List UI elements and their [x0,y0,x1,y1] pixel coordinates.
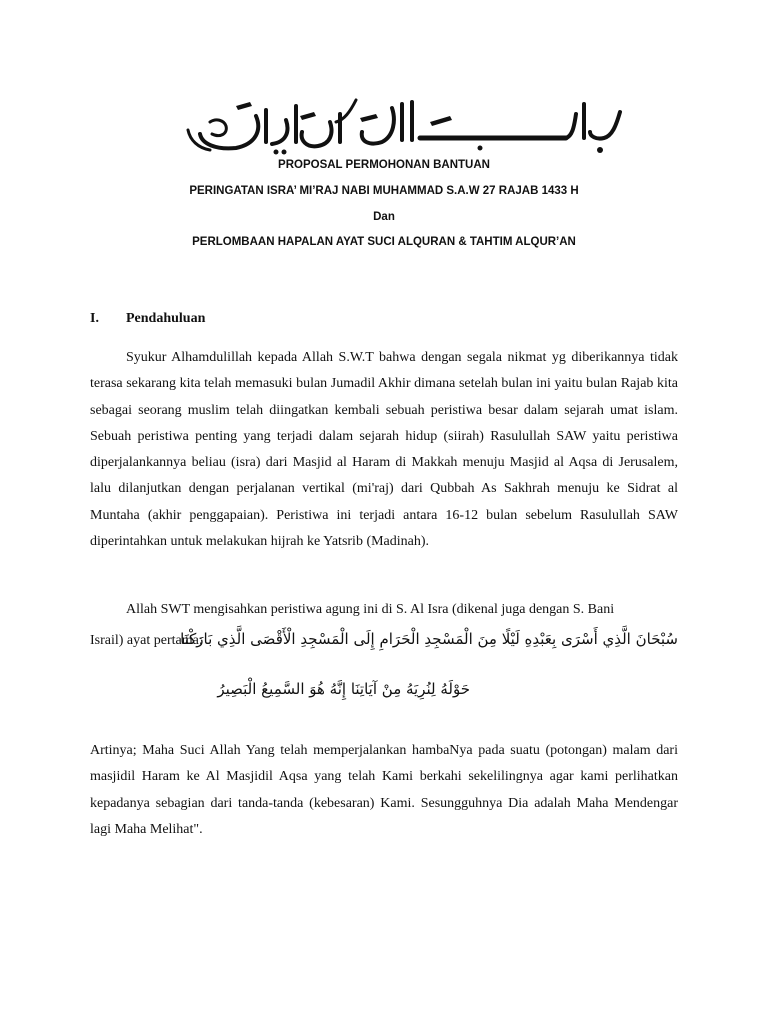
bismillah-calligraphy [180,92,628,162]
event-title: PERINGATAN ISRA’ MI’RAJ NABI MUHAMMAD S.A.W 27 RAJAB 1433 H [189,185,579,197]
title-conjunction: Dan [373,211,395,223]
competition-title: PERLOMBAAN HAPALAN AYAT SUCI ALQURAN & TAHTIM ALQUR’AN [192,236,576,248]
verse-intro-paragraph: Allah SWT mengisahkan peristiwa agung ini di S. Al Isra (dikenal juga dengan S. Bani [126,602,615,617]
section-number: I. [90,311,99,326]
translation-paragraph: Artinya; Maha Suci Allah Yang telah memperjalankan hambaNya pada suatu (potongan) malam dari masjidil Haram ke Al Masjidil Aqsa yang telah Kami berkahi sekelilingnya agar kami perlihatkan kepadanya sebagian dari tanda-tanda (kebesaran) Kami. Sesungguhnya Dia adalah Maha Mendengar lagi Maha Melihat". [90,743,678,837]
quran-verse-line-1: سُبْحَانَ الَّذِي أَسْرَى بِعَبْدِهِ لَيْلًا مِنَ الْمَسْجِدِ الْحَرَامِ إِلَى الْمَسْجِدِ الْأَقْصَى الَّذِي بَارَكْنَا [180,630,678,648]
intro-paragraph: Syukur Alhamdulillah kepada Allah S.W.T bahwa dengan segala nikmat yg diberikannya tidak terasa sekarang kita telah memasuki bulan Jumadil Akhir dimana setelah bulan ini yaitu bulan Rajab kita sebagai seorang muslim telah diingatkan kembali sebuah peristiwa besar dalam sejarah umat islam. Sebuah peristiwa penting yang terjadi dalam sejarah hidup (siirah) Rasulullah SAW yaitu peristiwa diperjalankannya beliau (isra) dari Masjid al Haram di Makkah menuju Masjid al Aqsa di Jerusalem, lalu dilanjutkan dengan perjalanan vertikal (mi'raj) dari Qubbah As Sakhrah menuju ke Sidrat al Muntaha (akhir penggapaian). Peristiwa ini terjadi antara 16-12 bulan sebelum Rasulullah SAW diperintahkan untuk melakukan hijrah ke Yatsrib (Madinah). [90,350,678,550]
verse-prefix: Israil) ayat pertama: [90,633,203,648]
proposal-title: PROPOSAL PERMOHONAN BANTUAN [278,159,490,171]
section-name: Pendahuluan [126,311,206,326]
quran-verse-line-2: حَوْلَهُ لِنُرِيَهُ مِنْ آيَاتِنَا إِنَّهُ هُوَ السَّمِيعُ الْبَصِيرُ [217,680,470,698]
